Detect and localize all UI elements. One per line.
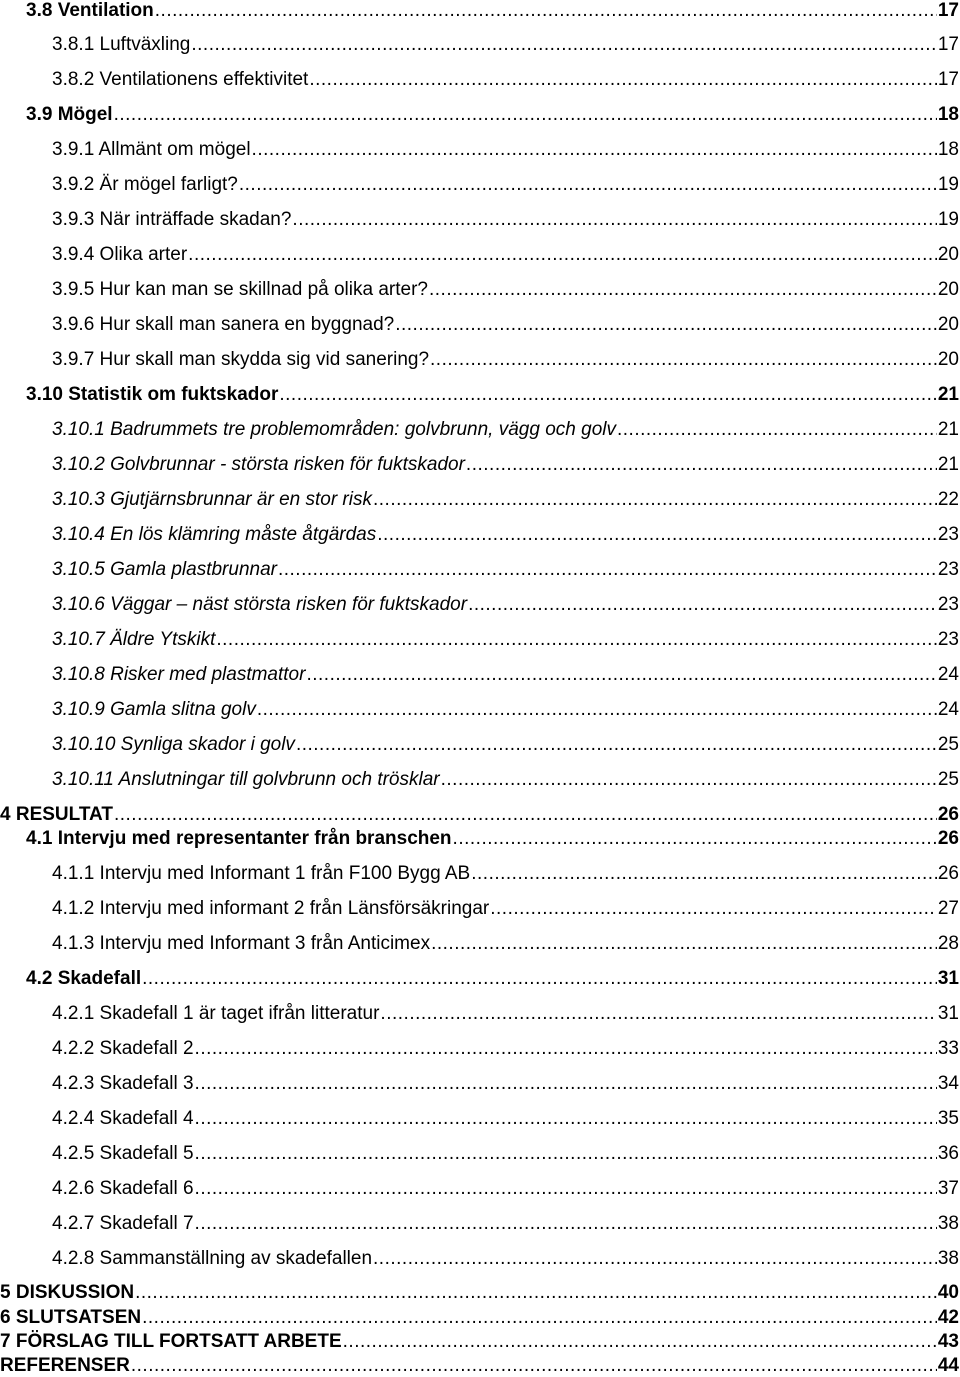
toc-entry-title: 3.10.10 Synliga skador i golv — [52, 734, 295, 755]
toc-dot-leader — [441, 769, 937, 791]
toc-entry-title: 3.10.7 Äldre Ytskikt — [52, 629, 216, 650]
toc-dot-leader — [343, 1331, 937, 1353]
toc-entry[interactable] — [52, 1213, 959, 1235]
toc-entry[interactable] — [26, 384, 959, 406]
toc-entry[interactable] — [52, 524, 959, 546]
toc-entry-title: 3.10.2 Golvbrunnar - största risken för fuktskador — [52, 454, 465, 475]
toc-page-number: 25 — [937, 769, 959, 790]
toc-page-number: 23 — [937, 594, 959, 615]
toc-dot-leader — [195, 1108, 937, 1130]
toc-entry[interactable] — [52, 863, 959, 885]
toc-dot-leader — [191, 34, 936, 56]
toc-entry-title: 3.10.9 Gamla slitna golv — [52, 699, 256, 720]
toc-entry-title: 4.2 Skadefall — [26, 968, 142, 989]
toc-dot-leader — [453, 828, 937, 850]
toc-page-number: 35 — [937, 1108, 959, 1129]
toc-page-number: 20 — [937, 279, 959, 300]
toc-dot-leader — [131, 1355, 937, 1377]
toc-page-number: 17 — [937, 34, 959, 55]
toc-page-number: 27 — [937, 898, 959, 919]
toc-dot-leader — [142, 1307, 937, 1329]
toc-entry[interactable] — [52, 769, 959, 791]
toc-entry-title: 3.9.6 Hur skall man sanera en byggnad? — [52, 314, 395, 335]
toc-entry[interactable] — [52, 34, 959, 56]
toc-page-number: 23 — [937, 559, 959, 580]
toc-page-number: 21 — [937, 384, 959, 405]
toc-dot-leader — [257, 699, 937, 721]
toc-entry[interactable] — [52, 279, 959, 301]
toc-entry-title: 4.2.6 Skadefall 6 — [52, 1178, 194, 1199]
toc-page-number: 25 — [937, 734, 959, 755]
toc-entry[interactable] — [52, 1003, 959, 1025]
toc-entry[interactable] — [52, 1143, 959, 1165]
toc-dot-leader — [466, 454, 937, 476]
toc-dot-leader — [195, 1178, 937, 1200]
toc-entry[interactable] — [52, 664, 959, 686]
toc-dot-leader — [471, 863, 937, 885]
toc-dot-leader — [135, 1282, 937, 1304]
toc-page-number: 31 — [937, 1003, 959, 1024]
toc-dot-leader — [279, 384, 936, 406]
toc-page-number: 18 — [937, 104, 959, 125]
toc-page-number: 24 — [937, 664, 959, 685]
toc-page-number: 37 — [937, 1178, 959, 1199]
toc-entry-title: 4.2.8 Sammanställning av skadefallen — [52, 1248, 373, 1269]
toc-page-number: 33 — [937, 1038, 959, 1059]
toc-entry[interactable] — [52, 629, 959, 651]
toc-dot-leader — [252, 139, 937, 161]
toc-page-number: 19 — [937, 209, 959, 230]
toc-page-number: 38 — [937, 1248, 959, 1269]
toc-entry[interactable] — [52, 1108, 959, 1130]
toc-page-number: 26 — [937, 828, 959, 849]
toc-entry-title: 4.2.7 Skadefall 7 — [52, 1213, 194, 1234]
toc-dot-leader — [195, 1073, 937, 1095]
toc-entry[interactable] — [26, 828, 959, 850]
toc-page-number: 26 — [937, 863, 959, 884]
toc-dot-leader — [278, 559, 937, 581]
toc-dot-leader — [380, 1003, 936, 1025]
toc-dot-leader — [431, 933, 937, 955]
toc-entry-title: REFERENSER — [0, 1355, 130, 1376]
toc-entry-title: 3.10.11 Anslutningar till golvbrunn och trösklar — [52, 769, 440, 790]
toc-page-number: 20 — [937, 314, 959, 335]
toc-entry[interactable] — [26, 104, 959, 126]
toc-entry-title: 4.1.2 Intervju med informant 2 från Länsförsäkringar — [52, 898, 490, 919]
toc-entry[interactable] — [0, 1355, 959, 1377]
toc-entry-title: 3.9.3 När inträffade skadan? — [52, 209, 292, 230]
toc-dot-leader — [216, 629, 937, 651]
toc-dot-leader — [188, 244, 937, 266]
toc-entry-title: 3.10.8 Risker med plastmattor — [52, 664, 306, 685]
toc-entry-title: 3.10 Statistik om fuktskador — [26, 384, 279, 405]
toc-entry-title: 3.9 Mögel — [26, 104, 113, 125]
toc-entry[interactable] — [52, 594, 959, 616]
toc-dot-leader — [195, 1143, 937, 1165]
toc-entry[interactable] — [52, 489, 959, 511]
toc-entry[interactable] — [52, 69, 959, 91]
toc-entry-title: 4.2.1 Skadefall 1 är taget ifrån litteratur — [52, 1003, 380, 1024]
toc-entry[interactable] — [52, 349, 959, 371]
toc-dot-leader — [239, 174, 937, 196]
toc-entry[interactable] — [52, 1038, 959, 1060]
toc-page-number: 23 — [937, 524, 959, 545]
toc-dot-leader — [292, 209, 936, 231]
toc-dot-leader — [373, 1248, 937, 1270]
toc-page-number: 42 — [937, 1307, 959, 1328]
toc-entry-title: 3.8.2 Ventilationens effektivitet — [52, 69, 309, 90]
toc-entry[interactable] — [52, 898, 959, 920]
toc-entry[interactable] — [52, 933, 959, 955]
toc-dot-leader — [195, 1213, 937, 1235]
toc-entry[interactable] — [52, 209, 959, 231]
toc-page-number: 40 — [937, 1282, 959, 1303]
toc-dot-leader — [296, 734, 937, 756]
toc-page-number: 36 — [937, 1143, 959, 1164]
toc-entry-title: 4.2.2 Skadefall 2 — [52, 1038, 194, 1059]
toc-entry-title: 4.1.1 Intervju med Informant 1 från F100 Bygg AB — [52, 863, 471, 884]
toc-page-number: 28 — [937, 933, 959, 954]
toc-dot-leader — [142, 968, 937, 990]
toc-entry-title: 4 RESULTAT — [0, 804, 113, 825]
toc-entry[interactable] — [52, 174, 959, 196]
toc-entry-title: 6 SLUTSATSEN — [0, 1307, 142, 1328]
toc-entry-title: 3.10.6 Väggar – näst största risken för fuktskador — [52, 594, 468, 615]
toc-entry[interactable] — [52, 454, 959, 476]
toc-entry-title: 3.10.3 Gjutjärnsbrunnar är en stor risk — [52, 489, 372, 510]
toc-entry[interactable] — [52, 139, 959, 161]
toc-page-number: 43 — [937, 1331, 959, 1352]
toc-dot-leader — [306, 664, 936, 686]
toc-page-number: 31 — [937, 968, 959, 989]
toc-entry[interactable] — [52, 1248, 959, 1270]
toc-entry-title: 3.8 Ventilation — [26, 0, 154, 21]
toc-dot-leader — [155, 0, 937, 22]
toc-dot-leader — [468, 594, 937, 616]
toc-entry-title: 4.1 Intervju med representanter från branschen — [26, 828, 452, 849]
toc-entry-title: 3.10.4 En lös klämring måste åtgärdas — [52, 524, 377, 545]
toc-dot-leader — [114, 104, 937, 126]
toc-dot-leader — [395, 314, 937, 336]
toc-entry[interactable] — [0, 1282, 959, 1304]
toc-page-number: 24 — [937, 699, 959, 720]
toc-dot-leader — [429, 279, 937, 301]
toc-entry[interactable] — [26, 968, 959, 990]
toc-entry-title: 3.9.5 Hur kan man se skillnad på olika arter? — [52, 279, 428, 300]
toc-entry-title: 3.9.7 Hur skall man skydda sig vid sanering? — [52, 349, 430, 370]
toc-entry[interactable] — [52, 699, 959, 721]
toc-page-number: 22 — [937, 489, 959, 510]
toc-entry[interactable] — [52, 244, 959, 266]
toc-entry-title: 4.2.5 Skadefall 5 — [52, 1143, 194, 1164]
toc-entry-title: 3.8.1 Luftväxling — [52, 34, 191, 55]
toc-entry[interactable] — [26, 0, 959, 22]
toc-dot-leader — [490, 898, 937, 920]
toc-entry[interactable] — [52, 559, 959, 581]
toc-dot-leader — [373, 489, 937, 511]
toc-entry-title: 3.9.4 Olika arter — [52, 244, 188, 265]
toc-page-number: 26 — [937, 804, 959, 825]
toc-entry-title: 4.1.3 Intervju med Informant 3 från Anticimex — [52, 933, 431, 954]
toc-page-number: 20 — [937, 244, 959, 265]
toc-page-number: 21 — [937, 454, 959, 475]
toc-entry[interactable] — [0, 1307, 959, 1329]
toc-page-number: 34 — [937, 1073, 959, 1094]
toc-dot-leader — [195, 1038, 937, 1060]
toc-dot-leader — [617, 419, 937, 441]
toc-page-number: 38 — [937, 1213, 959, 1234]
toc-entry[interactable] — [52, 314, 959, 336]
toc-dot-leader — [430, 349, 937, 371]
toc-page-number: 20 — [937, 349, 959, 370]
toc-entry[interactable] — [0, 1331, 959, 1353]
toc-page-number: 23 — [937, 629, 959, 650]
toc-entry-title: 4.2.4 Skadefall 4 — [52, 1108, 194, 1129]
toc-entry[interactable] — [52, 734, 959, 756]
toc-entry-title: 3.9.2 Är mögel farligt? — [52, 174, 238, 195]
toc-entry-title: 3.9.1 Allmänt om mögel — [52, 139, 251, 160]
toc-page-number: 44 — [937, 1355, 959, 1376]
toc-entry[interactable] — [52, 419, 959, 441]
toc-entry[interactable] — [52, 1178, 959, 1200]
toc-entry-title: 3.10.1 Badrummets tre problemområden: golvbrunn, vägg och golv — [52, 419, 616, 440]
toc-page-number: 17 — [937, 0, 959, 21]
toc-entry[interactable] — [52, 1073, 959, 1095]
toc-dot-leader — [114, 804, 937, 826]
toc-entry[interactable] — [0, 804, 959, 826]
toc-entry-title: 4.2.3 Skadefall 3 — [52, 1073, 194, 1094]
toc-dot-leader — [309, 69, 937, 91]
toc-page-number: 17 — [937, 69, 959, 90]
toc-entry-title: 3.10.5 Gamla plastbrunnar — [52, 559, 277, 580]
toc-dot-leader — [377, 524, 937, 546]
toc-entry-title: 7 FÖRSLAG TILL FORTSATT ARBETE — [0, 1331, 342, 1352]
toc-page-number: 18 — [937, 139, 959, 160]
toc-page-number: 19 — [937, 174, 959, 195]
toc-page-number: 21 — [937, 419, 959, 440]
toc-entry-title: 5 DISKUSSION — [0, 1282, 135, 1303]
